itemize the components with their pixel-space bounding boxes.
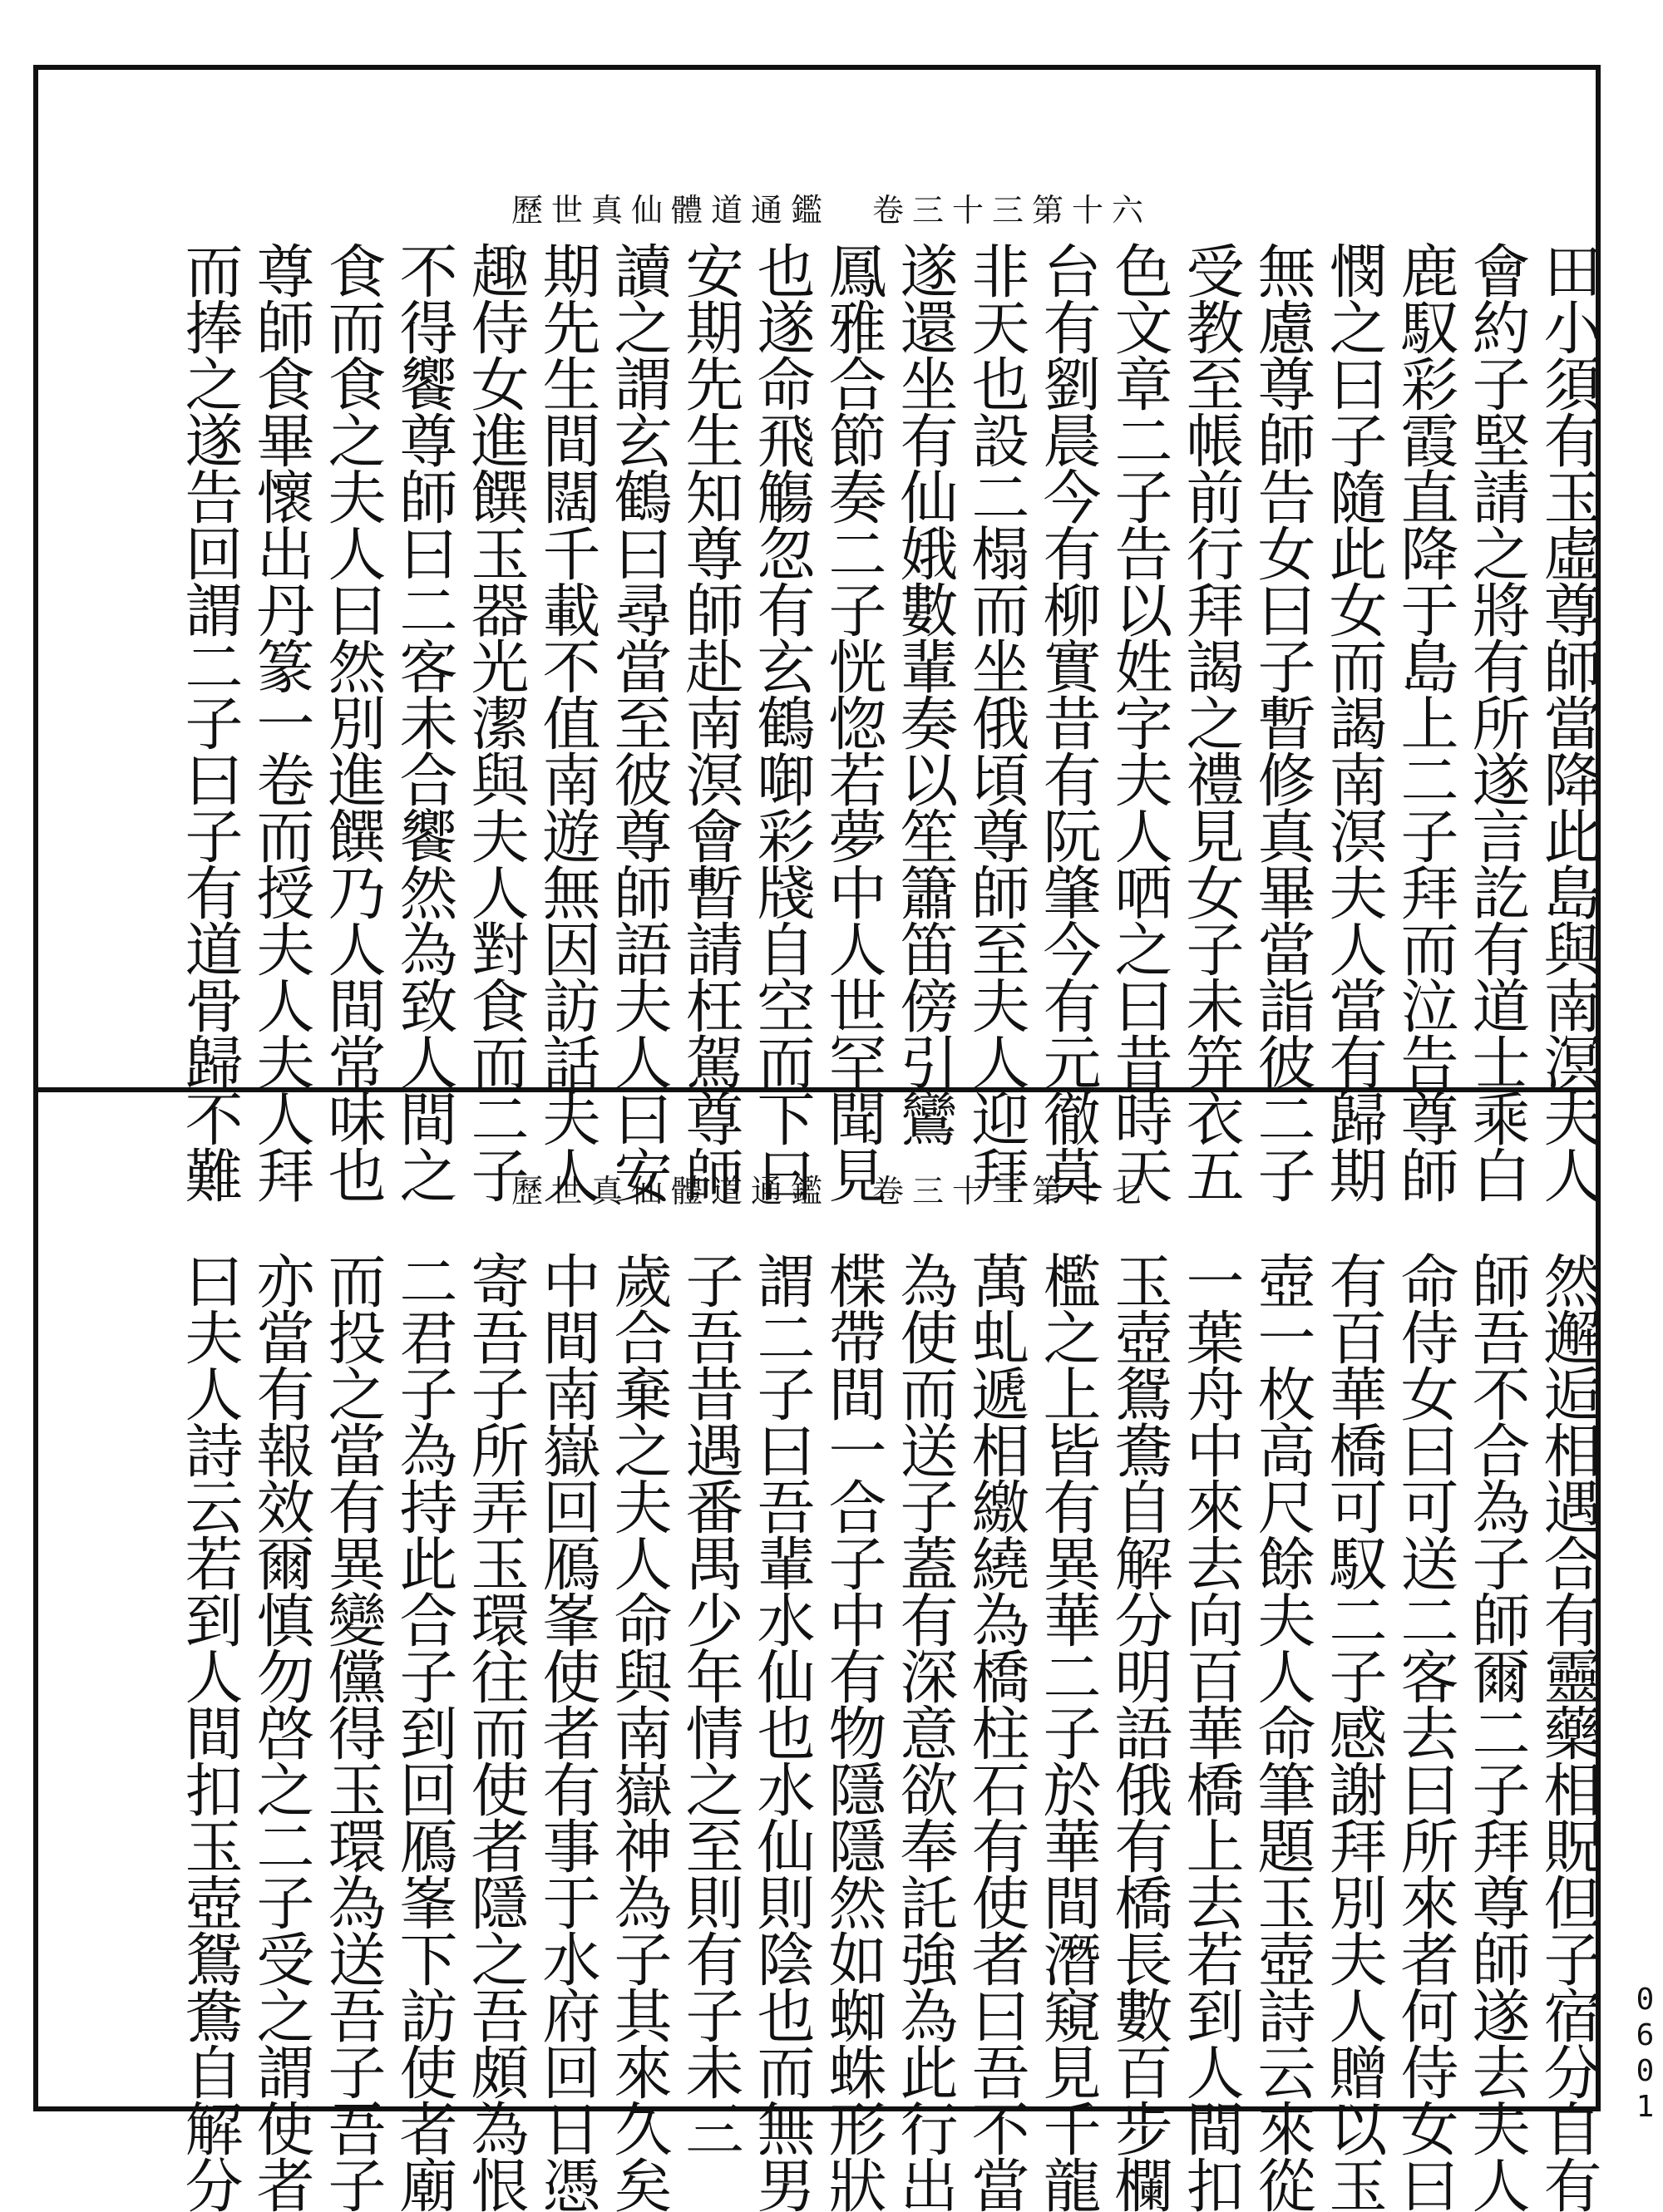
text-column: 田小須有玉虛尊師當降此島與南溟夫人 xyxy=(1534,241,1602,1202)
text-column: 讀之謂玄鶴曰尋當至彼尊師語夫人曰安 xyxy=(605,241,673,1202)
bottom-running-header xyxy=(0,1165,1663,1211)
text-column: 非天也設二榻而坐俄頃尊師至夫人迎拜 xyxy=(962,241,1030,1202)
text-column: 鳳雅合節奏二子恍惚若夢中人世罕聞見 xyxy=(819,241,887,1202)
bottom-volume-label: 卷三十三第十七 xyxy=(872,1173,1152,1209)
text-column: 然邂逅相遇合有靈藥相貺但子宿分自有 xyxy=(1534,1251,1602,2212)
text-column: 食而食之夫人曰然別進饌乃人間常味也 xyxy=(318,241,387,1202)
text-column: 鹿馭彩霞直降于島上二子拜而泣告尊師 xyxy=(1391,241,1459,1202)
text-column: 憫之曰子隨此女而謁南溟夫人當有歸期 xyxy=(1320,241,1388,1202)
text-column: 子吾昔遇番禺少年情之至則有子未三 xyxy=(676,1251,744,2155)
text-column: 曰夫人詩云若到人間扣玉壺鴛鴦自解分 xyxy=(175,1251,244,2212)
text-column: 二君子為持此合子到回鴈峯下訪使者廟 xyxy=(390,1251,458,2212)
text-column: 有百華橋可馭二子感謝拜別夫人贈以玉 xyxy=(1320,1251,1388,2212)
text-column: 而投之當有異變儻得玉環為送吾子吾子 xyxy=(318,1251,387,2212)
text-column: 寄吾子所弄玉環往而使者隱之吾頗為恨 xyxy=(461,1251,530,2212)
text-column: 不得饗尊師曰二客未合饗然為致人間之 xyxy=(390,241,458,1202)
text-column: 萬虬遞相繳繞為橋柱石有使者曰吾不當 xyxy=(962,1251,1030,2212)
text-column: 命侍女曰可送二客去曰所來者何侍女曰 xyxy=(1391,1251,1459,2212)
text-column: 亦當有報效爾慎勿啓之二子受之謂使者 xyxy=(247,1251,315,2212)
text-column: 師吾不合為子師爾二子拜尊師遂去夫人 xyxy=(1463,1251,1531,2212)
top-volume-label: 卷三十三第十六 xyxy=(872,192,1152,229)
text-column: 色文章二子告以姓字夫人哂之曰昔時天 xyxy=(1105,241,1173,1202)
text-column: 為使而送子蓋有深意欲奉託強為此行出 xyxy=(891,1251,959,2212)
text-column: 而捧之遂告回謂二子曰子有道骨歸不難 xyxy=(175,241,244,1202)
bottom-text-block xyxy=(68,1251,1602,2212)
text-column: 期先生間闊千載不值南遊無因訪話夫人 xyxy=(533,241,601,1202)
bottom-book-title: 歷世真仙體道通鑑 xyxy=(511,1173,831,1209)
top-book-title: 歷世真仙體道通鑑 xyxy=(511,192,831,229)
text-column: 無慮尊師告女曰子暫修真畢當詣彼二子 xyxy=(1248,241,1316,1202)
text-column: 一葉舟中來去向百華橋上去若到人間扣 xyxy=(1177,1251,1245,2212)
page-folio-number: 0601 xyxy=(1628,1983,1662,2126)
text-column: 中間南嶽回鴈峯使者有事于水府回日憑 xyxy=(533,1251,601,2212)
text-column: 也遂命飛觴忽有玄鶴啣彩牋自空而下曰 xyxy=(748,241,816,1202)
text-column: 會約子堅請之將有所遂言訖有道士乘白 xyxy=(1463,241,1531,1202)
text-column: 遂還坐有仙娥數輩奏以笙簫笛傍引鸞 xyxy=(891,241,959,1145)
text-column: 檻之上皆有異華二子於華間潛窺見千龍 xyxy=(1034,1251,1102,2212)
text-column: 謂二子曰吾輩水仙也水仙則陰也而無男 xyxy=(748,1251,816,2212)
text-column: 壺一枚高尺餘夫人命筆題玉壺詩云來從 xyxy=(1248,1251,1316,2212)
text-column: 玉壺鴛鴦自解分明語俄有橋長數百步欄 xyxy=(1105,1251,1173,2212)
top-running-header xyxy=(0,185,1663,230)
text-column: 歲合棄之夫人命與南嶽神為子其來久矣 xyxy=(605,1251,673,2212)
text-column: 楪帶間一合子中有物隱隱然如蜘蛛形狀 xyxy=(819,1251,887,2212)
text-column: 受教至帳前行拜謁之禮見女子未笄衣五 xyxy=(1177,241,1245,1202)
text-column: 台有劉晨今有柳實昔有阮肇今有元徹莫 xyxy=(1034,241,1102,1202)
text-column: 安期先生知尊師赴南溟會暫請枉駕尊師 xyxy=(676,241,744,1202)
text-column: 尊師食畢懷出丹篆一卷而授夫人夫人拜 xyxy=(247,241,315,1202)
text-column: 趣侍女進饌玉器光潔與夫人對食而二子 xyxy=(461,241,530,1202)
